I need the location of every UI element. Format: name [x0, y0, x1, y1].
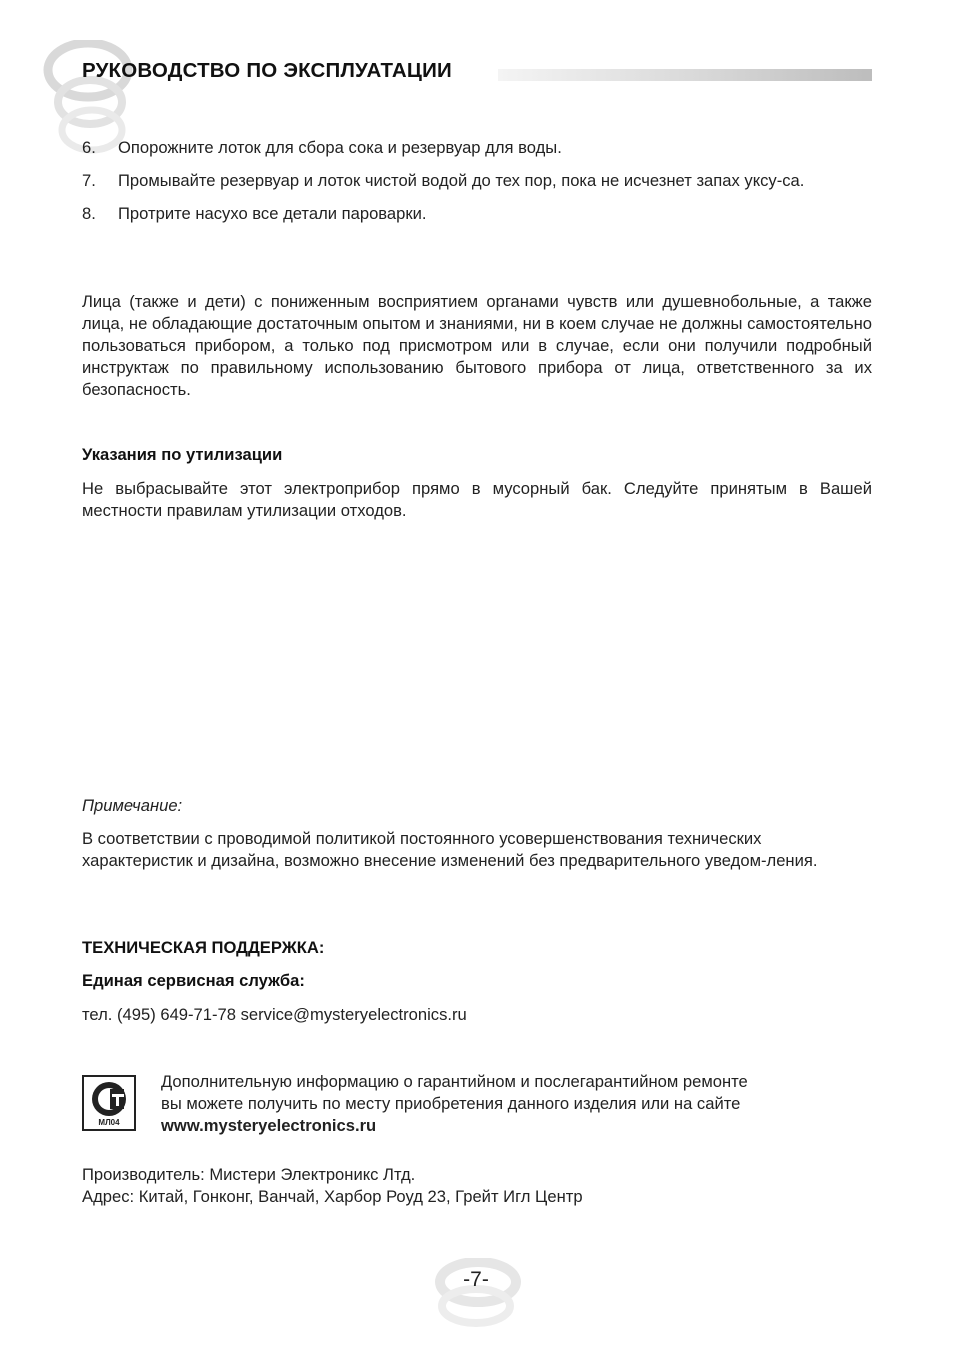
list-item [82, 203, 872, 225]
support-heading: ТЕХНИЧЕСКАЯ ПОДДЕРЖКА: [82, 938, 325, 957]
page-number: -7- [463, 1268, 489, 1291]
list-item-number: 8. [82, 204, 96, 223]
safety-warning-paragraph: Лица (также и дети) с пониженным восприятием органами чувств или душевнобольные, а также лица, не обладающие достаточным опытом и знаниями, ни в коем случае не должны самостоятельно пользоваться прибором, а только под присмотром или в случае, если они получили подробный инструктаж по правильному использованию бытового прибора от лица, ответственного за их безопасность. [82, 292, 872, 399]
cleaning-steps-list [82, 137, 872, 236]
header-bar [498, 69, 872, 81]
list-item-number: 6. [82, 138, 96, 157]
certification-logo [82, 1075, 136, 1131]
list-item-text: Опорожните лоток для сбора сока и резервуар для воды. [118, 138, 562, 157]
manufacturer-name: Производитель: Мистери Электроникс Лтд. [82, 1165, 416, 1184]
service-heading: Единая сервисная служба: [82, 971, 305, 990]
list-item [82, 137, 872, 159]
website-link[interactable]: www.mysteryelectronics.ru [161, 1116, 377, 1135]
manufacturer-info [82, 1164, 872, 1208]
note-text: В соответствии с проводимой политикой постоянного усовершенствования технических характеристик и дизайна, возможно внесение изменений без предварительного уведом-ления. [82, 829, 818, 870]
logo-code: МЛ04 [98, 1118, 120, 1127]
support-contact: тел. (495) 649-71-78 service@mysteryelectronics.ru [82, 1005, 467, 1024]
disposal-heading: Указания по утилизации [82, 445, 283, 464]
list-item-number: 7. [82, 171, 96, 190]
rst-certification-icon [82, 1075, 136, 1131]
disposal-text: Не выбрасывайте этот электроприбор прямо в мусорный бак. Следуйте принятым в Вашей местности правилам утилизации отходов. [82, 479, 872, 520]
list-item [82, 170, 872, 192]
warranty-info [161, 1071, 861, 1137]
note-label: Примечание: [82, 796, 183, 815]
list-item-text: Протрите насухо все детали пароварки. [118, 204, 427, 223]
warranty-line-2: вы можете получить по месту приобретения данного изделия или на сайте [161, 1094, 741, 1113]
manufacturer-address: Адрес: Китай, Гонконг, Ванчай, Харбор Роуд 23, Грейт Игл Центр [82, 1187, 583, 1206]
page-title: РУКОВОДСТВО ПО ЭКСПЛУАТАЦИИ [82, 59, 452, 82]
list-item-text: Промывайте резервуар и лоток чистой водой до тех пор, пока не исчезнет запах уксу-са. [118, 171, 805, 190]
warranty-line-1: Дополнительную информацию о гарантийном и послегарантийном ремонте [161, 1072, 748, 1091]
